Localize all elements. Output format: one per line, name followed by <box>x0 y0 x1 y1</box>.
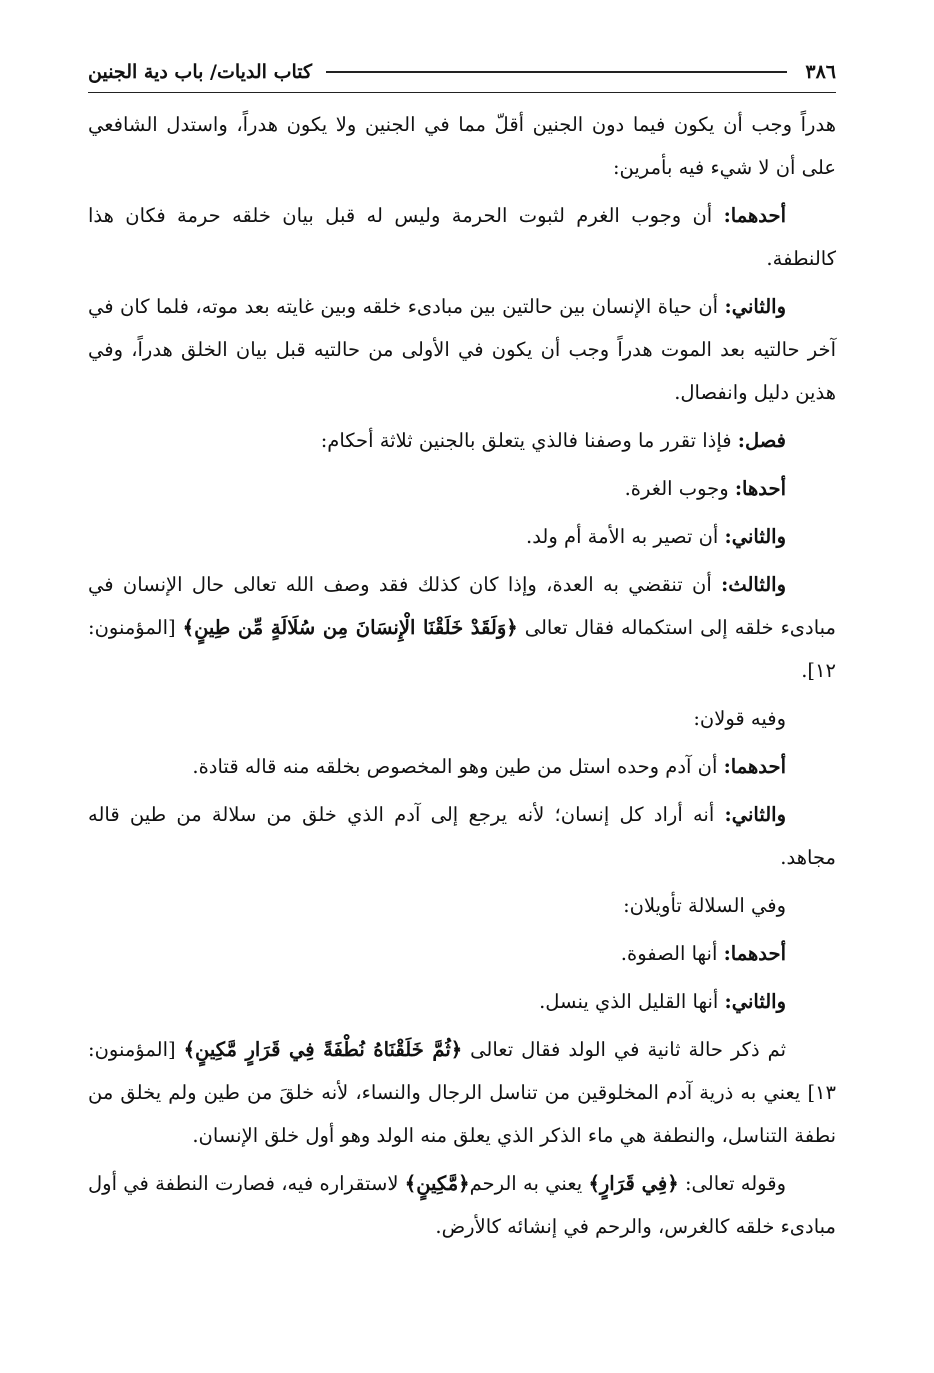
paragraph-text: أن وجوب الغرم لثبوت الحرمة وليس له قبل بيان خلقه حرمة فكان هذا كالنطفة. <box>88 204 836 270</box>
quran-verse: ﴿فِي قَرَارٍ﴾ <box>588 1172 679 1195</box>
paragraph-text: أنها القليل الذي ينسل. <box>539 990 725 1013</box>
paragraph <box>88 467 836 510</box>
book-page <box>88 52 836 1253</box>
paragraph-lead: أحدهما: <box>723 755 786 778</box>
paragraph-text: وجوب الغرة. <box>624 477 735 500</box>
running-title: كتاب الديات/ باب دية الجنين <box>88 61 313 83</box>
body-text <box>88 103 836 1248</box>
paragraph <box>88 980 836 1023</box>
paragraph <box>88 1028 836 1157</box>
paragraph-text: لاستقراره فيه، فصارت النطفة في أول مبادىء خلقه كالغرس، والرحم في إنشائه كالأرض. <box>88 1172 836 1238</box>
paragraph <box>88 793 836 879</box>
paragraph <box>88 932 836 975</box>
paragraph <box>88 285 836 414</box>
page-number: ٣٨٦ <box>805 61 836 83</box>
paragraph-text: أن آدم وحده استل من طين وهو المخصوص بخلقه منه قاله قتادة. <box>192 755 724 778</box>
paragraph-text: يعني به الرحم <box>469 1172 589 1195</box>
paragraph-text: أنها الصفوة. <box>620 942 724 965</box>
paragraph-lead: أحدهما: <box>723 942 786 965</box>
paragraph-lead: والثاني: <box>724 803 787 826</box>
paragraph <box>88 1162 836 1248</box>
paragraph <box>88 194 836 280</box>
paragraph <box>88 103 836 189</box>
paragraph-text: أنه أراد كل إنسان؛ لأنه يرجع إلى آدم الذي خلق من سلالة من طين قاله مجاهد. <box>88 803 836 869</box>
paragraph <box>88 745 836 788</box>
paragraph-text: ثم ذكر حالة ثانية في الولد فقال تعالى <box>462 1038 786 1061</box>
paragraph-text: أن تنقضي به العدة، وإذا كان كذلك فقد وصف الله تعالى حال الإنسان في مبادىء خلقه إلى استكماله فقال تعالى <box>88 573 836 639</box>
paragraph-lead: والثالث: <box>721 573 786 596</box>
section-heading: فصل: <box>737 429 786 452</box>
paragraph-text: وفيه قولان: <box>693 707 786 730</box>
paragraph-lead: أحدها: <box>734 477 786 500</box>
paragraph-text: وقوله تعالى: <box>678 1172 786 1195</box>
quran-verse: ﴿ثُمَّ خَلَقْنَاهُ نُطْفَةً فِي قَرَارٍ مَّكِينٍ﴾ <box>183 1038 463 1061</box>
quran-verse: ﴿مَّكِينٍ﴾ <box>404 1172 470 1195</box>
page-header <box>88 52 836 93</box>
paragraph-lead: والثاني: <box>724 295 786 318</box>
paragraph-text: أن تصير به الأمة أم ولد. <box>526 525 725 548</box>
paragraph-lead: والثاني: <box>724 990 786 1013</box>
paragraph-text: [المؤمنون: ١٣] يعني به ذرية آدم المخلوقين من تناسل الرجال والنساء، لأنه خلقَ من طين ولم يخلق من نطفة التناسل، والنطفة هي ماء الذكر الذي يعلق منه الولد وهو أول خلق الإنسان. <box>88 1038 836 1147</box>
paragraph <box>88 419 836 462</box>
paragraph <box>88 563 836 692</box>
paragraph-lead: أحدهما: <box>723 204 786 227</box>
paragraph-text: هدراً وجب أن يكون فيما دون الجنين أقلّ مما في الجنين ولا يكون هدراً، واستدل الشافعي على أن لا شيء فيه بأمرين: <box>88 113 836 179</box>
quran-verse: ﴿وَلَقَدْ خَلَقْنَا الْإِنسَانَ مِن سُلَالَةٍ مِّن طِينٍ﴾ <box>182 616 518 639</box>
paragraph <box>88 697 836 740</box>
paragraph-lead: والثاني: <box>724 525 786 548</box>
paragraph-text: فإذا تقرر ما وصفنا فالذي يتعلق بالجنين ثلاثة أحكام: <box>320 429 738 452</box>
paragraph <box>88 884 836 927</box>
paragraph-text: أن حياة الإنسان بين حالتين بين مبادىء خلقه وبين غايته بعد موته، فلما كان في آخر حالتيه بعد الموت هدراً وجب أن يكون في الأولى من حالتيه قبل بيان الخلق هدراً، وفي هذين دليل وانفصال. <box>88 295 836 404</box>
verse-citation: [المؤمنون: ١٢]. <box>88 616 836 682</box>
paragraph <box>88 515 836 558</box>
header-rule <box>326 71 787 73</box>
paragraph-text: وفي السلالة تأويلان: <box>623 894 786 917</box>
